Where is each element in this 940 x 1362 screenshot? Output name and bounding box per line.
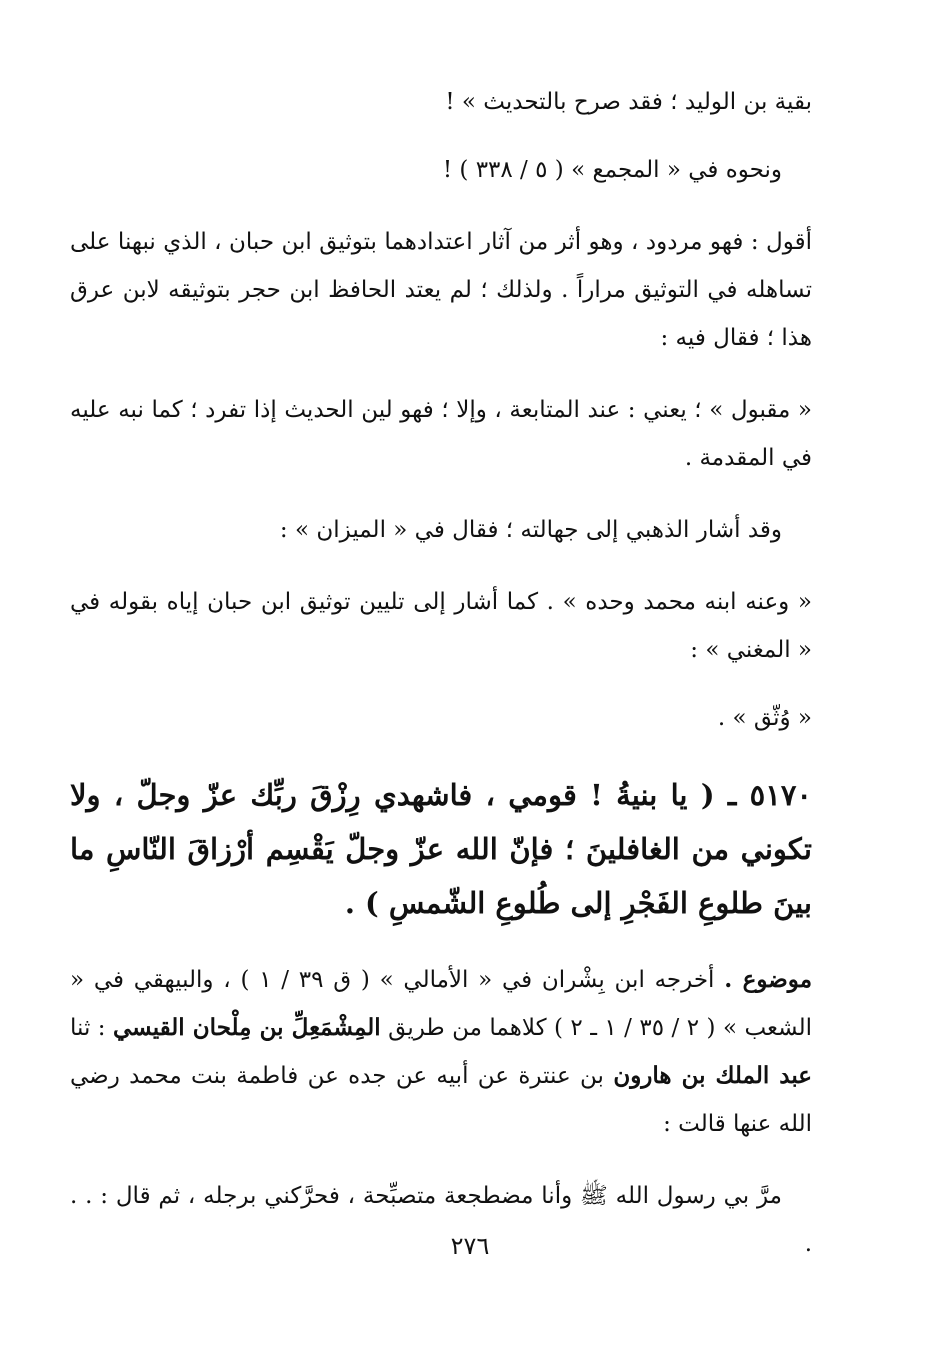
hadith-entry: [70, 768, 812, 930]
paragraph-5: وقد أشار الذهبي إلى جهالته ؛ فقال في « الميزان » :: [279, 517, 782, 543]
takhrij-paragraph: [70, 956, 812, 1148]
page-body: [70, 78, 812, 1292]
hadith-text: ( يا بنيةُ ! قومي ، فاشهدي رِزْقَ ربِّك عزّ وجلّ ، ولا تكوني من الغافلينَ ؛ فإنّ الله عزّ وجلّ يَقْسِم أرْزاقَ النّاسِ ما بينَ طلوعِ الفَجْرِ إلى طُلوعِ الشّمسِ ) .: [70, 778, 812, 920]
page-number: ٢٧٦: [450, 1232, 490, 1260]
hadith-number: ٥١٧٠ ـ: [727, 778, 812, 812]
paragraph-6: « وعنه ابنه محمد وحده » . كما أشار إلى تليين توثيق ابن حبان إياه بقوله في « المغني » :: [70, 589, 812, 663]
narrator-name-1: المِشْمَعِلِّ بن مِلْحان القيسي: [113, 1014, 381, 1041]
paragraph-2: ونحوه في « المجمع » ( ٥ / ٣٣٨ ) !: [442, 157, 782, 183]
paragraph-3: أقول : فهو مردود ، وهو أثر من آثار اعتدادهما بتوثيق ابن حبان ، الذي نبهنا على تساهله في التوثيق مراراً . ولذلك ؛ لم يعتد الحافظ ابن حجر بتوثيقه لابن عرق هذا ؛ فقال فيه :: [70, 229, 812, 351]
paragraph-1: بقية بن الوليد ؛ فقد صرح بالتحديث » !: [445, 89, 812, 115]
takhrij-text-2: : ثنا: [70, 1015, 106, 1041]
takhrij-text-3: بن عنترة عن أبيه عن جده عن فاطمة بنت محمد رضي الله عنها قالت :: [70, 1063, 812, 1137]
narrator-name-2: عبد الملك بن هارون: [613, 1062, 813, 1089]
grading-label: موضوع .: [724, 966, 813, 993]
takhrij-text-1: أخرجه ابن بِشْران في « الأمالي » ( ق ٣٩ / ١ ) ، والبيهقي في « الشعب » ( ٢ / ٣٥ / ١ ـ ٢ ) كلاهما من طريق: [70, 967, 813, 1041]
final-paragraph: مرَّ بي رسول الله ﷺ وأنا مضطجعة متصبِّحة ، فحرَّكني برجله ، ثم قال : . . .: [70, 1183, 812, 1257]
paragraph-7: « وُثّق » .: [717, 705, 812, 731]
paragraph-4: « مقبول » ؛ يعني : عند المتابعة ، وإلا ؛ فهو لين الحديث إذا تفرد ؛ كما نبه عليه في المقدمة .: [70, 397, 812, 471]
